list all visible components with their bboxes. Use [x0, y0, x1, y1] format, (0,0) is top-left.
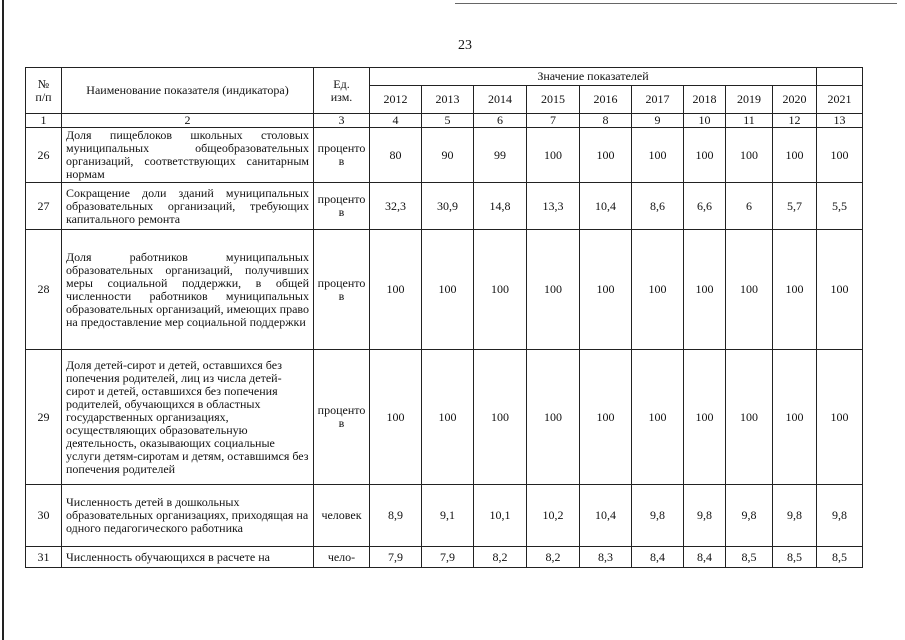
header-year-2019: 2019: [726, 86, 773, 114]
header-year-2013: 2013: [422, 86, 474, 114]
value-2012: 32,3: [370, 183, 422, 230]
column-number: 4: [370, 114, 422, 128]
page-left-border: [2, 0, 4, 640]
header-year-2018: 2018: [684, 86, 726, 114]
value-2013: 100: [422, 350, 474, 485]
value-2012: 8,9: [370, 485, 422, 547]
value-2017: 100: [632, 230, 684, 350]
header-year-2012: 2012: [370, 86, 422, 114]
value-2018: 6,6: [684, 183, 726, 230]
value-2021: 100: [817, 128, 863, 183]
value-2015: 100: [527, 128, 580, 183]
value-2016: 10,4: [580, 485, 632, 547]
row-number: 31: [26, 547, 62, 568]
column-number: 13: [817, 114, 863, 128]
header-num-label: № п/п: [35, 76, 52, 104]
value-2021: 5,5: [817, 183, 863, 230]
value-2021: 9,8: [817, 485, 863, 547]
value-2019: 6: [726, 183, 773, 230]
row-number: 27: [26, 183, 62, 230]
value-2018: 100: [684, 230, 726, 350]
value-2015: 100: [527, 230, 580, 350]
header-unit-label: Ед. изм.: [330, 76, 353, 104]
header-year-2015: 2015: [527, 86, 580, 114]
header-unit: [314, 68, 370, 114]
column-number: 1: [26, 114, 62, 128]
value-2021: 8,5: [817, 547, 863, 568]
value-2013: 30,9: [422, 183, 474, 230]
value-2014: 10,1: [474, 485, 527, 547]
column-number: 12: [773, 114, 817, 128]
value-2020: 100: [773, 230, 817, 350]
row-number: 30: [26, 485, 62, 547]
unit: процентов: [314, 183, 370, 230]
page-number: 23: [458, 38, 472, 53]
header-row-top: [26, 68, 863, 86]
value-2016: 10,4: [580, 183, 632, 230]
value-2018: 100: [684, 350, 726, 485]
unit: процентов: [314, 128, 370, 183]
indicator-name: Сокращение доли зданий муниципальных образовательных организаций, требующих капитального ремонта: [62, 183, 314, 230]
unit: процентов: [314, 350, 370, 485]
value-2019: 100: [726, 128, 773, 183]
value-2015: 8,2: [527, 547, 580, 568]
value-2018: 8,4: [684, 547, 726, 568]
column-number: 5: [422, 114, 474, 128]
indicators-table: [25, 67, 863, 568]
value-2012: 7,9: [370, 547, 422, 568]
indicator-name: Доля работников муниципальных образовательных организаций, получивших меры социальной поддержки, в общей численности работников муниципальных образовательных организаций, имеющих право на предоставление мер социальной поддержки: [62, 230, 314, 350]
column-number: 3: [314, 114, 370, 128]
indicator-name: Доля пищеблоков школьных столовых муниципальных общеобразовательных организаций, соответствующих санитарным нормам: [62, 128, 314, 183]
value-2017: 100: [632, 350, 684, 485]
table-row: [26, 485, 863, 547]
header-year-2017: 2017: [632, 86, 684, 114]
row-number: 28: [26, 230, 62, 350]
row-number: 26: [26, 128, 62, 183]
header-name: Наименование показателя (индикатора): [62, 68, 314, 114]
header-year-2021: 2021: [817, 86, 863, 114]
value-2012: 80: [370, 128, 422, 183]
unit: чело-: [314, 547, 370, 568]
value-2012: 100: [370, 230, 422, 350]
value-2020: 100: [773, 128, 817, 183]
value-2013: 7,9: [422, 547, 474, 568]
column-number: 8: [580, 114, 632, 128]
value-2013: 90: [422, 128, 474, 183]
value-2019: 8,5: [726, 547, 773, 568]
header-year-2020: 2020: [773, 86, 817, 114]
value-2015: 10,2: [527, 485, 580, 547]
header-values: Значение показателей: [370, 68, 817, 86]
column-number: 7: [527, 114, 580, 128]
value-2021: 100: [817, 230, 863, 350]
value-2015: 13,3: [527, 183, 580, 230]
value-2019: 100: [726, 230, 773, 350]
header-year-2016: 2016: [580, 86, 632, 114]
indicator-name: Численность обучающихся в расчете на: [62, 547, 314, 568]
value-2016: 100: [580, 128, 632, 183]
value-2017: 8,6: [632, 183, 684, 230]
value-2016: 8,3: [580, 547, 632, 568]
value-2014: 14,8: [474, 183, 527, 230]
column-number: 6: [474, 114, 527, 128]
table-row: [26, 183, 863, 230]
unit: процентов: [314, 230, 370, 350]
indicator-name: Численность детей в дошкольных образовательных организациях, приходящая на одного педагогического работника: [62, 485, 314, 547]
unit: человек: [314, 485, 370, 547]
table-row: [26, 350, 863, 485]
value-2014: 100: [474, 350, 527, 485]
value-2014: 8,2: [474, 547, 527, 568]
indicator-name: Доля детей-сирот и детей, оставшихся без попечения родителей, лиц из числа детей-сирот и детей, оставшихся без попечения родителей, обучающихся в областных государственных организациях, осуществляющих образовательную деятельность, оказывающих социальные услуги детям-сиротам и детям, оставшимся без попечения родителей: [62, 350, 314, 485]
table-row: [26, 547, 863, 568]
value-2020: 9,8: [773, 485, 817, 547]
value-2012: 100: [370, 350, 422, 485]
value-2016: 100: [580, 230, 632, 350]
header-values-extra: [817, 68, 863, 86]
value-2020: 8,5: [773, 547, 817, 568]
column-number: 10: [684, 114, 726, 128]
column-number: 11: [726, 114, 773, 128]
value-2014: 99: [474, 128, 527, 183]
value-2013: 100: [422, 230, 474, 350]
table-row: [26, 230, 863, 350]
value-2020: 5,7: [773, 183, 817, 230]
header-num: [26, 68, 62, 114]
value-2013: 9,1: [422, 485, 474, 547]
table-row: [26, 128, 863, 183]
value-2017: 8,4: [632, 547, 684, 568]
row-number: 29: [26, 350, 62, 485]
column-number: 2: [62, 114, 314, 128]
value-2016: 100: [580, 350, 632, 485]
header-year-2014: 2014: [474, 86, 527, 114]
value-2017: 100: [632, 128, 684, 183]
top-rule: [455, 3, 897, 4]
value-2014: 100: [474, 230, 527, 350]
value-2018: 100: [684, 128, 726, 183]
value-2015: 100: [527, 350, 580, 485]
value-2019: 100: [726, 350, 773, 485]
value-2021: 100: [817, 350, 863, 485]
column-number: 9: [632, 114, 684, 128]
column-numbers-row: [26, 114, 863, 128]
value-2019: 9,8: [726, 485, 773, 547]
value-2017: 9,8: [632, 485, 684, 547]
value-2020: 100: [773, 350, 817, 485]
value-2018: 9,8: [684, 485, 726, 547]
